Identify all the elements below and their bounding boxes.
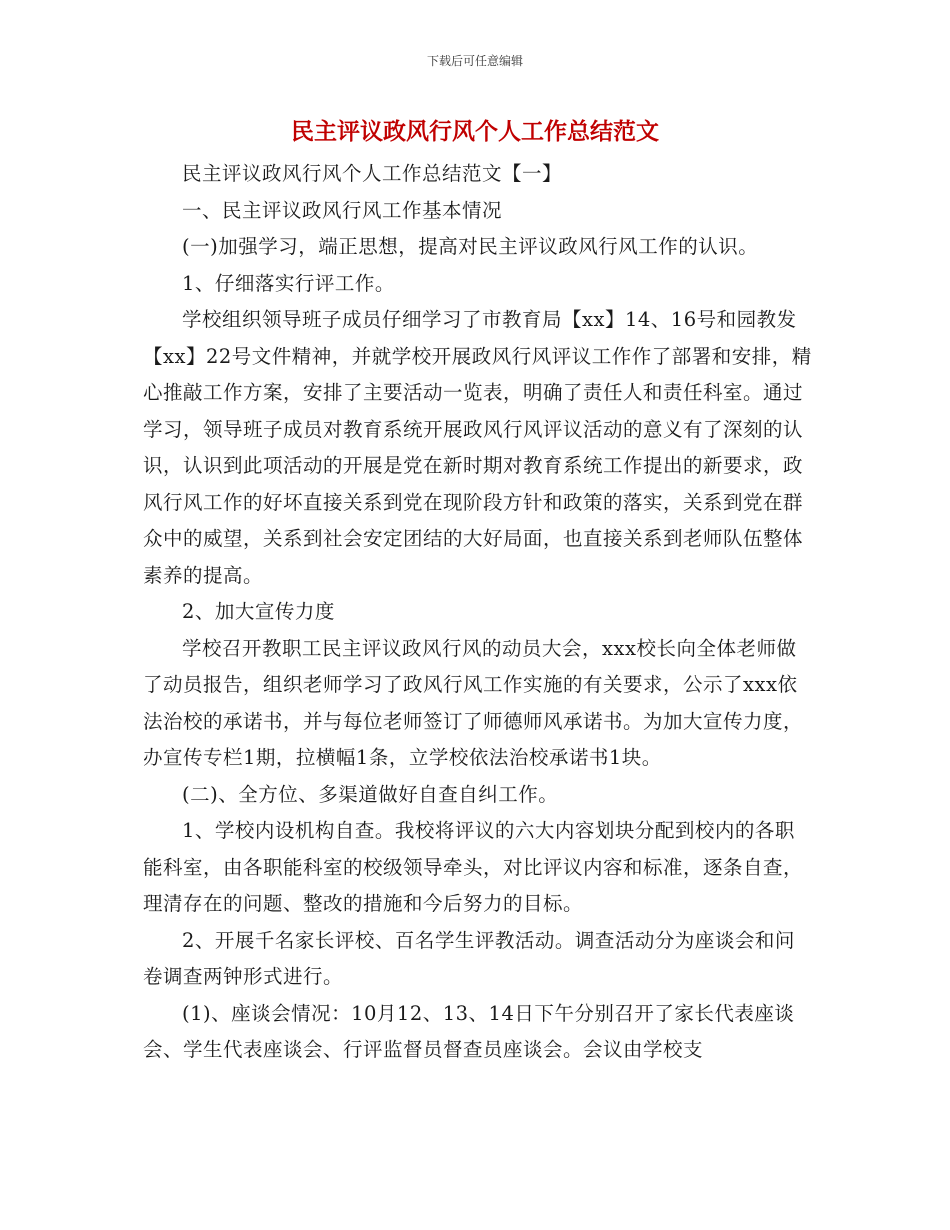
paragraph: 学校召开教职工民主评议政风行风的动员大会，xxx校长向全体老师做了动员报告，组织老师学习了政风行风工作实施的有关要求，公示了xxx依法治校的承诺书，并与每位老师签订了师德师风承诺书。为加大宣传力度，办宣传专栏1期，拉横幅1条，立学校依法治校承诺书1块。 [143, 636, 804, 769]
download-note: 下载后可任意编辑 [426, 54, 523, 68]
subsection-heading: (一)加强学习，端正思想，提高对民主评议政风行风工作的认识。 [182, 235, 759, 258]
paragraph: 学校组织领导班子成员仔细学习了市教育局【xx】14、16号和园教发【xx】22号文件精神，并就学校开展政风行风评议工作作了部署和安排，精心推敲工作方案，安排了主要活动一览表，明确了责任人和责任科室。通过学习，领导班子成员对教育系统开展政风行风评议活动的意义有了深刻的认识，认识到此项活动的开展是党在新时期对教育系统工作提出的新要求，政风行风工作的好坏直接关系到党在现阶段方针和政策的落实，关系到党在群众中的威望，关系到社会安定团结的大好局面，也直接关系到老师队伍整体素养的提高。 [143, 308, 812, 587]
paragraph: (1)、座谈会情况：10月12、13、14日下午分别召开了家长代表座谈会、学生代表座谈会、行评监督员督查员座谈会。会议由学校支 [143, 1001, 795, 1061]
section-heading: 一、民主评议政风行风工作基本情况 [182, 198, 503, 222]
subsection-heading: (二)、全方位、多渠道做好自查自纠工作。 [182, 782, 559, 806]
paragraph: 1、学校内设机构自查。我校将评议的六大内容划块分配到校内的各职能科室，由各职能科室的校级领导牵头，对比评议内容和标准，逐条自查，理清存在的问题、整改的措施和今后努力的目标。 [143, 819, 804, 915]
item-heading: 2、加大宣传力度 [182, 600, 335, 623]
document-body [143, 156, 813, 1069]
item-heading: 1、仔细落实行评工作。 [182, 271, 395, 295]
paragraph: 2、开展千名家长评校、百名学生评教活动。调查活动分为座谈会和问卷调查两钟形式进行。 [143, 928, 795, 988]
section-heading: 民主评议政风行风个人工作总结范文【一】 [182, 162, 563, 185]
document-title: 民主评议政风行风个人工作总结范文 [291, 119, 659, 145]
